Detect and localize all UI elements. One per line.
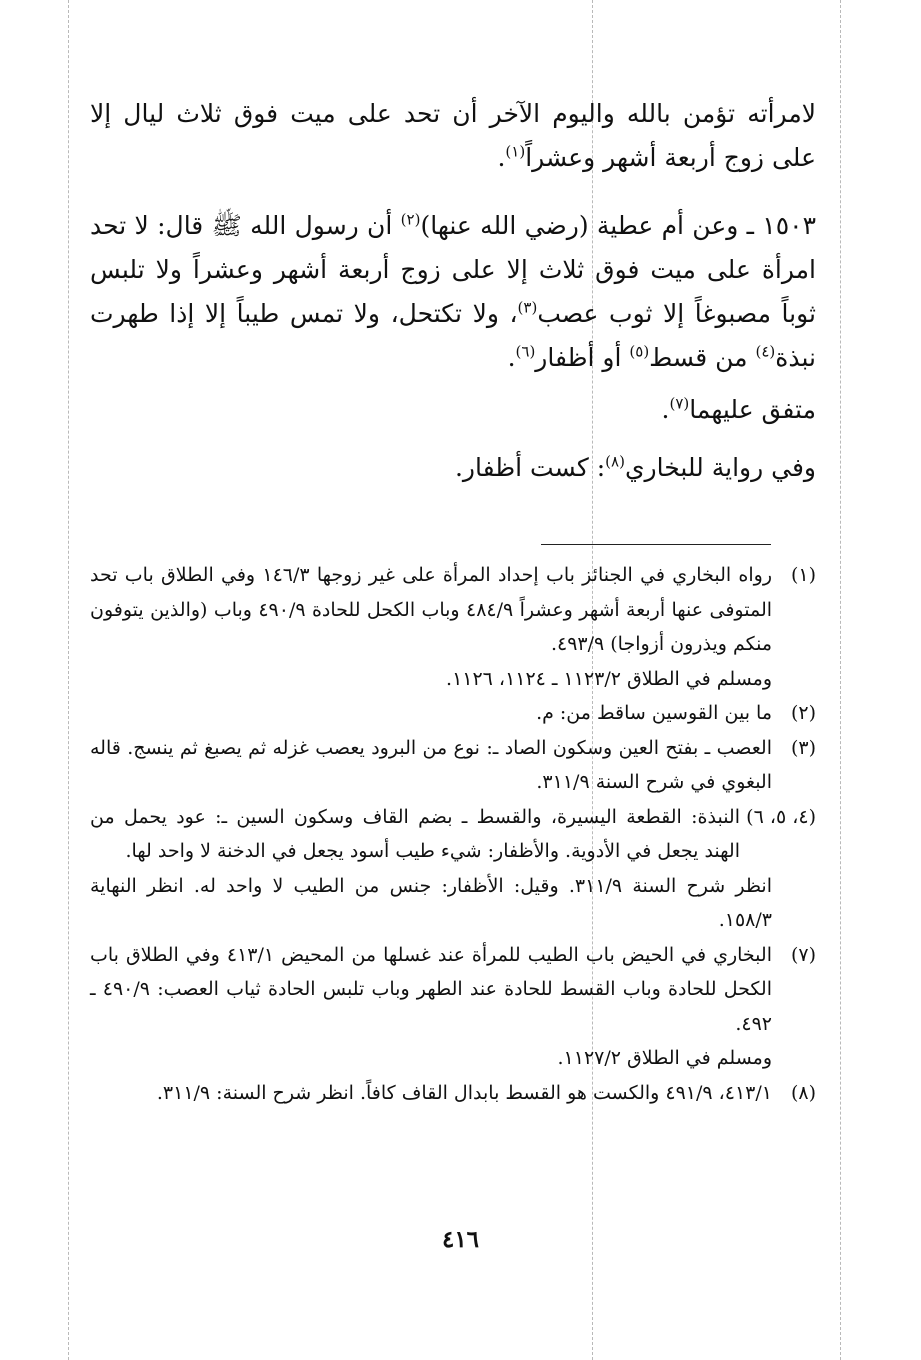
footnote-7: (٧) البخاري في الحيض باب الطيب للمرأة عند غسلها من المحيض ٤١٣/١ وفي الطلاق باب الكحل للحادة وباب القسط للحادة عند الطهر وباب تلبس الحادة ثياب العصب: ٤٩٠/٩ ـ ٤٩٢.: [90, 938, 816, 1042]
bukhari-variant-line: وفي رواية للبخاري$^{(٨)}$: كست أظفار.: [454, 452, 816, 482]
footnote-ref[interactable]: (٢): [400, 210, 421, 229]
footnote-4-5-6-continuation: انظر شرح السنة ٣١١/٩. وقيل: الأظفار: جنس من الطيب لا واحد له. انظر النهاية ١٥٨/٣.: [90, 874, 772, 931]
main-text: [90, 92, 816, 490]
footnote-ref[interactable]: (٨): [605, 452, 625, 471]
footnote-2: (٢) ما بين القوسين ساقط من: م.: [90, 696, 816, 731]
footnote-ref[interactable]: (٤): [755, 342, 776, 361]
footnote-divider: [541, 544, 771, 545]
agreement-line: متفق عليهما$^{(٧)}$.: [661, 394, 816, 424]
footnote-number: (٤، ٥، ٦): [746, 805, 816, 828]
scan-guide-line: [840, 0, 841, 1360]
footnote-ref[interactable]: (١): [505, 142, 526, 161]
footnote-ref[interactable]: (٦): [515, 342, 536, 361]
footnote-1: (١) رواه البخاري في الجنائز باب إحداد المرأة على غير زوجها ١٤٦/٣ وفي الطلاق باب تحد المتوفى عنها أربعة أشهر وعشراً ٤٨٤/٩ وباب الكحل للحادة ٤٩٠/٩ وباب (والذين يتوفون منكم ويذرون أزواجا) ٤٩٣/٩.: [90, 558, 816, 662]
scan-guide-line: [68, 0, 69, 1360]
footnote-ref[interactable]: (٥): [629, 342, 650, 361]
footnote-ref[interactable]: (٣): [517, 298, 538, 317]
footnote-4-5-6: (٤، ٥، ٦) النبذة: القطعة اليسيرة، والقسط ـ بضم القاف وسكون السين ـ: عود يحمل من الهند يجعل في الأدوية. والأظفار: شيء طيب أسود يجعل في الدخنة لا واحد لها.: [90, 800, 816, 869]
footnote-8: (٨) ٤١٣/١، ٤٩١/٩ والكست هو القسط بابدال القاف كافاً. انظر شرح السنة: ٣١١/٩.: [90, 1076, 816, 1111]
footnote-number: (٢): [790, 702, 816, 724]
footnote-ref[interactable]: (٧): [669, 394, 690, 413]
footnote-1-continuation: ومسلم في الطلاق ١١٢٣/٢ ـ ١١٢٤، ١١٢٦.: [446, 667, 772, 690]
footnote-number: (٨): [790, 1081, 816, 1104]
page-number: ٤١٦: [441, 1226, 480, 1253]
footnote-3: (٣) العصب ـ بفتح العين وسكون الصاد ـ: نوع من البرود يعصب غزله ثم يصبغ ثم ينسج. قاله البغوي في شرح السنة ٣١١/٩.: [90, 731, 816, 800]
footnote-7-continuation: ومسلم في الطلاق ١١٢٧/٢.: [557, 1047, 772, 1069]
footnote-number: (١): [790, 564, 816, 586]
paragraph-continuation: لامرأته تؤمن بالله واليوم الآخر أن تحد على ميت فوق ثلاث ليال إلا على زوج أربعة أشهر وعشراً$^{(١)}$.: [90, 99, 816, 172]
hadith-1503: ١٥٠٣ ـ وعن أم عطية (رضي الله عنها)$^{(٢)}$ أن رسول الله ﷺ قال: لا تحد امرأة على ميت فوق ثلاث إلا على زوج أربعة أشهر وعشراً ولا تلبس ثوباً مصبوغاً إلا ثوب عصب$^{(٣)}$، ولا تكتحل، ولا تمس طيباً إلا إذا طهرت نبذة$^{(٤)}$ من قسط$^{(٥)}$ أو أظفار$^{(٦)}$.: [90, 210, 816, 372]
footnotes: [90, 558, 816, 1110]
footnote-number: (٧): [790, 943, 816, 966]
footnote-number: (٣): [790, 736, 816, 759]
